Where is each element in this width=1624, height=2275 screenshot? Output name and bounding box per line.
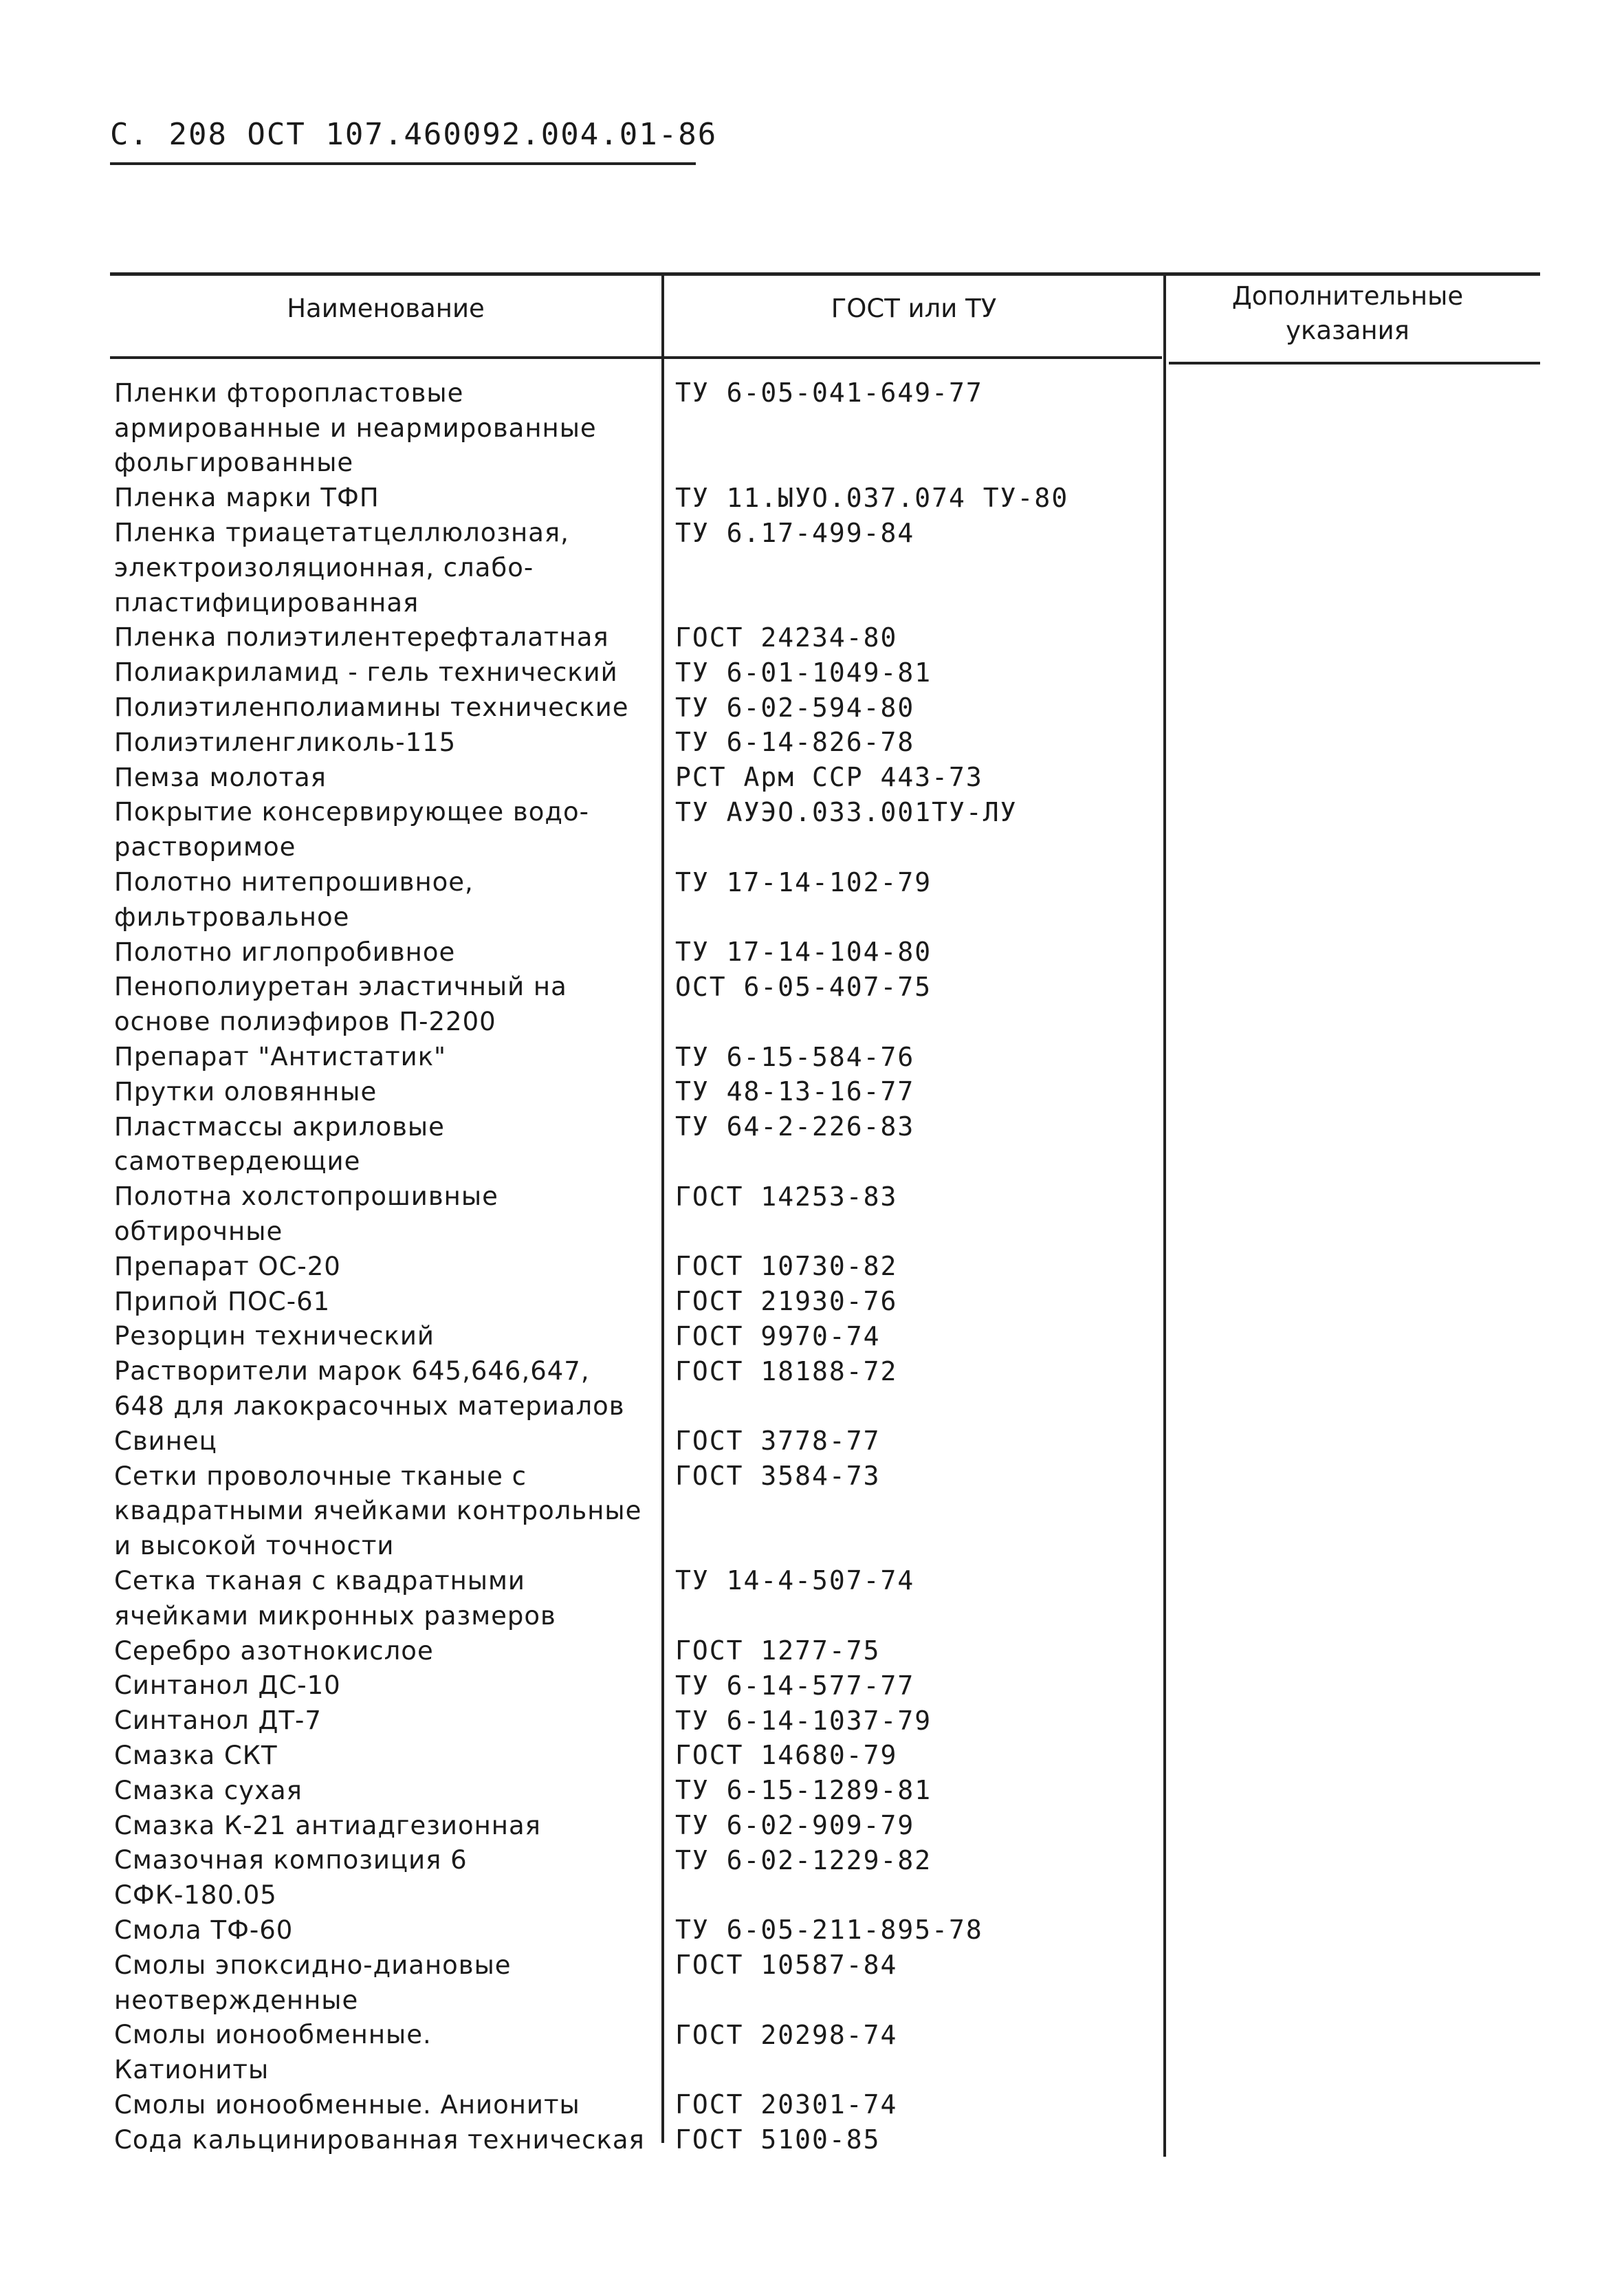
table-row xyxy=(114,655,1540,690)
table-row xyxy=(114,1319,1540,1354)
table-row xyxy=(114,1249,1540,1284)
material-name-cell: Смолы эпоксидно-диановые xyxy=(114,1950,512,1980)
column-header-notes: Дополнительные указания xyxy=(1231,281,1464,345)
standard-cell: ТУ 6-02-594-80 xyxy=(675,692,915,723)
material-name-cell: Пемза молотая xyxy=(114,762,327,792)
standard-cell: ТУ 14-4-507-74 xyxy=(675,1565,915,1596)
standard-cell: ГОСТ 14680-79 xyxy=(675,1740,898,1771)
material-name-cell: Сода кальцинированная техническая xyxy=(114,2124,645,2155)
standard-cell: ТУ 6-05-211-895-78 xyxy=(675,1915,983,1946)
material-name-cell: Катиониты xyxy=(114,2055,270,2085)
material-name-cell: Пленки фторопластовые xyxy=(114,378,464,408)
table-row xyxy=(114,1109,1540,1144)
table-row xyxy=(114,900,1540,935)
material-name-cell: Полотно иглопробивное xyxy=(114,937,456,967)
material-name-cell: квадратными ячейками контрольные xyxy=(114,1496,642,1526)
material-name-cell: Смолы ионообменные. xyxy=(114,2020,432,2050)
table-row xyxy=(114,1353,1540,1389)
material-name-cell: фильтровальное xyxy=(114,902,350,932)
material-name-cell: Сетки проволочные тканые с xyxy=(114,1461,527,1491)
table-row xyxy=(114,1633,1540,1668)
standard-cell: ТУ АУЭО.033.001ТУ-ЛУ xyxy=(675,796,1018,827)
material-name-cell: пластифицированная xyxy=(114,587,419,618)
standard-cell: ГОСТ 1277-75 xyxy=(675,1635,881,1666)
table-row xyxy=(114,2052,1540,2087)
material-name-cell: Прутки оловянные xyxy=(114,1076,377,1107)
material-name-cell: Смазочная композиция 6 xyxy=(114,1845,468,1875)
table-row xyxy=(114,690,1540,725)
table-row xyxy=(114,864,1540,900)
material-name-cell: самотвердеющие xyxy=(114,1146,361,1177)
material-name-cell: Покрытие консервирующее водо- xyxy=(114,797,589,827)
material-name-cell: СФК-180.05 xyxy=(114,1880,277,1911)
material-name-cell: Пленка марки ТФП xyxy=(114,483,380,513)
table-row xyxy=(114,446,1540,481)
table-row xyxy=(114,1284,1540,1319)
material-name-cell: основе полиэфиров П-2200 xyxy=(114,1007,496,1037)
material-name-cell: Пленка полиэтилентерефталатная xyxy=(114,622,609,653)
material-name-cell: Припой ПОС-61 xyxy=(114,1286,331,1316)
header-bottom-rule xyxy=(110,356,1162,359)
table-row xyxy=(114,2087,1540,2122)
standard-cell: ТУ 6-05-041-649-77 xyxy=(675,378,983,409)
table-row xyxy=(114,1214,1540,1249)
table-row xyxy=(114,1738,1540,1773)
material-name-cell: электроизоляционная, слабо- xyxy=(114,552,534,583)
standard-cell: ГОСТ 20301-74 xyxy=(675,2089,898,2120)
material-name-cell: Смола ТФ-60 xyxy=(114,1915,294,1945)
header-bottom-rule-notes xyxy=(1169,362,1540,364)
table-row xyxy=(114,2017,1540,2052)
standard-cell: ГОСТ 5100-85 xyxy=(675,2124,881,2155)
table-row xyxy=(114,1389,1540,1424)
material-name-cell: Препарат ОС-20 xyxy=(114,1251,341,1281)
standard-cell: ТУ 6-15-584-76 xyxy=(675,1041,915,1072)
table-row xyxy=(114,935,1540,970)
standards-table xyxy=(110,272,1540,2155)
material-name-cell: обтирочные xyxy=(114,1217,283,1247)
table-row xyxy=(114,1039,1540,1074)
standard-cell: ГОСТ 21930-76 xyxy=(675,1286,898,1317)
material-name-cell: фольгированные xyxy=(114,448,354,478)
standard-cell: ТУ 64-2-226-83 xyxy=(675,1111,915,1142)
material-name-cell: и высокой точности xyxy=(114,1531,395,1561)
standard-cell: ОСТ 6-05-407-75 xyxy=(675,971,932,1002)
standard-cell: ТУ 6-15-1289-81 xyxy=(675,1775,932,1806)
standard-cell: ГОСТ 20298-74 xyxy=(675,2019,898,2050)
table-row xyxy=(114,1179,1540,1214)
material-name-cell: Растворители марок 645,646,647, xyxy=(114,1356,590,1386)
header-underline xyxy=(110,162,696,165)
material-name-cell: неотвержденные xyxy=(114,1985,359,2015)
standard-cell: ГОСТ 3584-73 xyxy=(675,1461,881,1492)
table-row xyxy=(114,1808,1540,1843)
table-row xyxy=(114,1004,1540,1039)
table-row xyxy=(114,585,1540,620)
table-row xyxy=(114,1773,1540,1808)
material-name-cell: Резорцин технический xyxy=(114,1321,435,1351)
standard-cell: ТУ 6-01-1049-81 xyxy=(675,657,932,688)
table-row xyxy=(114,411,1540,446)
table-body xyxy=(114,375,1540,2157)
table-row xyxy=(114,1494,1540,1529)
table-row xyxy=(114,1948,1540,1983)
standard-cell: ТУ 6-02-909-79 xyxy=(675,1810,915,1841)
table-row xyxy=(114,1424,1540,1459)
table-row xyxy=(114,1877,1540,1913)
material-name-cell: Смазка К-21 антиадгезионная xyxy=(114,1810,541,1840)
table-row xyxy=(114,1983,1540,2018)
table-row xyxy=(114,550,1540,585)
standard-cell: ГОСТ 24234-80 xyxy=(675,622,898,653)
standard-cell: ГОСТ 18188-72 xyxy=(675,1356,898,1386)
material-name-cell: Сетка тканая с квадратными xyxy=(114,1565,525,1596)
standard-cell: ГОСТ 10730-82 xyxy=(675,1251,898,1282)
table-row xyxy=(114,829,1540,864)
table-row xyxy=(114,760,1540,795)
table-row xyxy=(114,1528,1540,1563)
table-row xyxy=(114,1842,1540,1877)
material-name-cell: растворимое xyxy=(114,832,296,862)
material-name-cell: Смолы ионообменные. Аниониты xyxy=(114,2089,580,2120)
material-name-cell: Полотна холстопрошивные xyxy=(114,1182,498,1212)
standard-cell: ТУ 11.ЫУО.037.074 ТУ-80 xyxy=(675,482,1069,513)
table-row xyxy=(114,1563,1540,1598)
table-row xyxy=(114,1459,1540,1494)
material-name-cell: Полиэтиленполиамины технические xyxy=(114,693,629,723)
table-row xyxy=(114,1144,1540,1179)
material-name-cell: Полотно нитепрошивное, xyxy=(114,867,474,897)
standard-cell: ГОСТ 9970-74 xyxy=(675,1320,881,1351)
standard-cell: ТУ 17-14-104-80 xyxy=(675,937,932,968)
table-row xyxy=(114,795,1540,830)
table-row xyxy=(114,1668,1540,1703)
material-name-cell: Пластмассы акриловые xyxy=(114,1111,445,1142)
material-name-cell: Синтанол ДТ-7 xyxy=(114,1706,322,1736)
standard-cell: ТУ 6-14-826-78 xyxy=(675,727,915,758)
standard-cell: ТУ 6-14-577-77 xyxy=(675,1670,915,1701)
standard-cell: ГОСТ 14253-83 xyxy=(675,1181,898,1212)
column-header-standard: ГОСТ или ТУ xyxy=(831,294,997,323)
standard-cell: ТУ 48-13-16-77 xyxy=(675,1076,915,1107)
material-name-cell: армированные и неармированные xyxy=(114,413,597,443)
standard-cell: РСТ Арм ССР 443-73 xyxy=(675,762,983,793)
table-row xyxy=(114,480,1540,515)
material-name-cell: Свинец xyxy=(114,1426,217,1456)
table-row xyxy=(114,725,1540,760)
material-name-cell: Полиакриламид - гель технический xyxy=(114,657,618,688)
material-name-cell: Смазка сухая xyxy=(114,1775,303,1805)
table-row xyxy=(114,970,1540,1005)
material-name-cell: Полиэтиленгликоль-115 xyxy=(114,727,457,757)
table-row xyxy=(114,1913,1540,1948)
standard-cell: ТУ 6.17-499-84 xyxy=(675,517,915,548)
material-name-cell: Пленка триацетатцеллюлозная, xyxy=(114,518,569,548)
table-row xyxy=(114,375,1540,411)
table-top-rule xyxy=(110,272,1540,276)
material-name-cell: ячейками микронных размеров xyxy=(114,1600,556,1631)
table-row xyxy=(114,1598,1540,1633)
table-row xyxy=(114,515,1540,550)
page-header: С. 208 ОСТ 107.460092.004.01-86 xyxy=(110,117,718,152)
table-row xyxy=(114,620,1540,655)
table-row xyxy=(114,1703,1540,1738)
standard-cell: ГОСТ 10587-84 xyxy=(675,1950,898,1981)
material-name-cell: Синтанол ДС-10 xyxy=(114,1670,341,1701)
material-name-cell: Препарат "Антистатик" xyxy=(114,1042,447,1072)
standard-cell: ТУ 17-14-102-79 xyxy=(675,867,932,897)
material-name-cell: Серебро азотнокислое xyxy=(114,1635,434,1666)
material-name-cell: Смазка СКТ xyxy=(114,1740,278,1770)
standard-cell: ТУ 6-14-1037-79 xyxy=(675,1705,932,1736)
table-row xyxy=(114,1074,1540,1109)
standard-cell: ГОСТ 3778-77 xyxy=(675,1426,881,1457)
standard-cell: ТУ 6-02-1229-82 xyxy=(675,1844,932,1875)
column-header-name: Наименование xyxy=(287,294,485,323)
material-name-cell: Пенополиуретан эластичный на xyxy=(114,972,567,1002)
material-name-cell: 648 для лакокрасочных материалов xyxy=(114,1391,625,1421)
table-row xyxy=(114,2122,1540,2157)
